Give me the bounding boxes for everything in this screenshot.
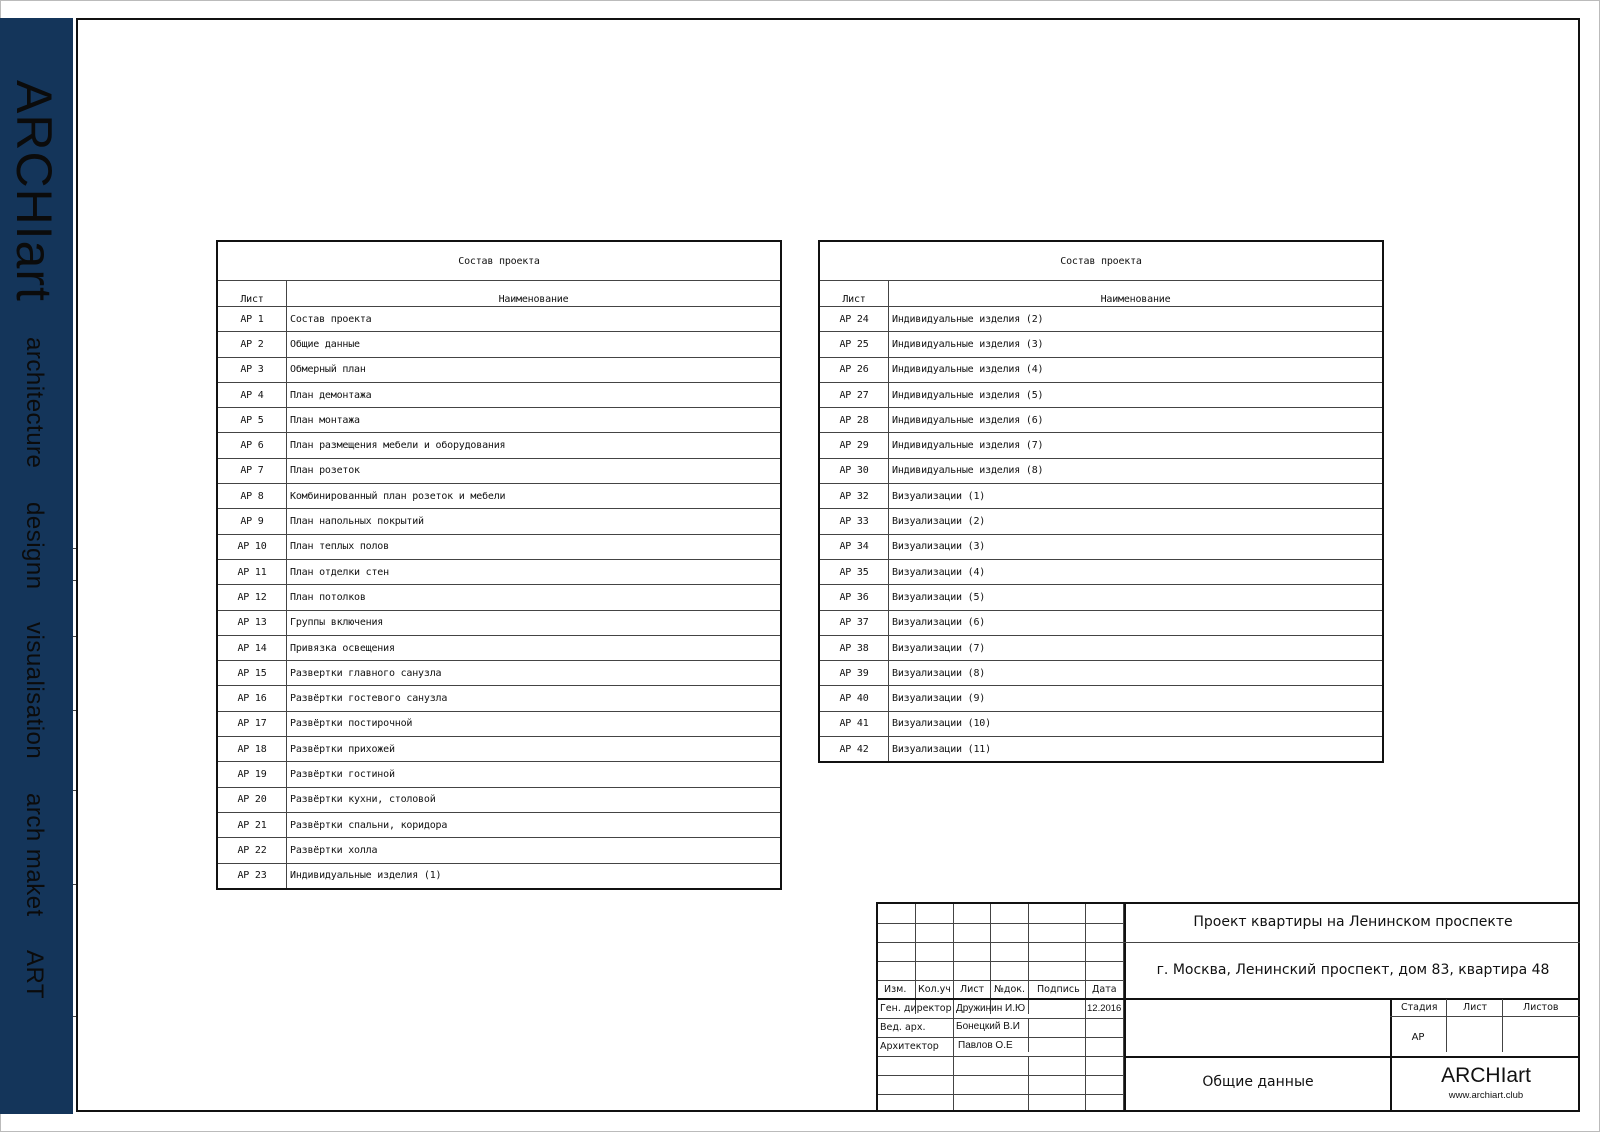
sheet-name: Индивидуальные изделия (3) [889,332,1384,357]
sheet-name: Индивидуальные изделия (5) [889,382,1384,407]
sheet-number: АР 5 [217,408,287,433]
sheet-name: Индивидуальные изделия (1) [287,863,782,889]
sheet-number: АР 6 [217,433,287,458]
company-logo: ARCHIart [1441,1064,1531,1087]
table-row [217,838,781,863]
sheet-name: План теплых полов [287,534,782,559]
sheet-number: АР 28 [819,408,889,433]
sheet-number: АР 34 [819,534,889,559]
sheet-number: АР 8 [217,484,287,509]
column-header-sheet: Лист [819,281,889,307]
grid-line [1446,999,1447,1052]
sheet-number: АР 26 [819,357,889,382]
sidebar-item: ART [21,949,48,999]
sheet-number: АР 27 [819,382,889,407]
sheet-number: АР 19 [217,762,287,787]
grid-line [878,961,1124,962]
col-header-date: Дата [1092,984,1117,995]
sheet-number: АР 4 [217,382,287,407]
sheet-number: АР 7 [217,458,287,483]
sheet-name: Визуализации (7) [889,635,1384,660]
sheet-number: АР 37 [819,610,889,635]
sheet-number: АР 30 [819,458,889,483]
table-row [217,382,781,407]
company-website: www.archiart.club [1448,1090,1524,1101]
sheet-number: АР 11 [217,559,287,584]
table-row [819,559,1383,584]
sheet-name: Визуализации (1) [889,484,1384,509]
table-row [819,737,1383,763]
sheet-name: Развёртки постирочной [287,711,782,736]
sheet-number: АР 9 [217,509,287,534]
sheet-name: Комбинированный план розеток и мебели [287,484,782,509]
sheet-name: План потолков [287,585,782,610]
role-label: Архитектор [880,1041,939,1052]
table-row [819,433,1383,458]
table-row [217,661,781,686]
sheet-number: АР 13 [217,610,287,635]
sheet-number: АР 18 [217,737,287,762]
table-row [217,408,781,433]
stage-value: АР [1411,1032,1425,1043]
sheet-name: Визуализации (2) [889,509,1384,534]
table-row [819,408,1383,433]
table-row [819,661,1383,686]
table-row [819,357,1383,382]
sheet-number: АР 17 [217,711,287,736]
table-row [217,585,781,610]
col-header-docnum: №док. [994,984,1026,995]
sheet-number: АР 14 [217,635,287,660]
table-row [217,762,781,787]
sheet-name: План демонтажа [287,382,782,407]
col-header-count: Кол.уч [918,984,951,995]
table-row [819,484,1383,509]
sheet-name: План розеток [287,458,782,483]
sheet-name: Визуализации (9) [889,686,1384,711]
sheet-name: Развёртки гостиной [287,762,782,787]
grid-line [1124,1056,1580,1058]
sheet-name: Обмерный план [287,357,782,382]
sheet-number: АР 36 [819,585,889,610]
sheet-number: АР 2 [217,332,287,357]
grid-line [878,998,1124,1000]
sheet-label: Лист [1463,1002,1488,1013]
sheet-name: Визуализации (8) [889,661,1384,686]
sheet-number: АР 1 [217,307,287,332]
sheet-number: АР 10 [217,534,287,559]
grid-line [1028,1018,1029,1052]
project-address: г. Москва, Ленинский проспект, дом 83, квартира 48 [1156,962,1550,978]
sidebar-text [5,80,63,1025]
sheet-number: АР 15 [217,661,287,686]
sheet-name: Индивидуальные изделия (8) [889,458,1384,483]
grid-line [878,1037,1124,1038]
person-name: Бонецкий В.И [956,1021,1020,1032]
table-row [819,382,1383,407]
sheet-number: АР 20 [217,787,287,812]
person-name: Дружинин И.Ю [956,1003,1026,1014]
grid-line [1028,1056,1029,1110]
table-row [819,332,1383,357]
sheets-count-label: Листов [1523,1002,1559,1013]
grid-line [1502,999,1503,1052]
table-row [819,307,1383,332]
table-row [217,458,781,483]
table-title: Состав проекта [217,241,781,281]
sheet-name: Визуализации (10) [889,711,1384,736]
sheet-number: АР 42 [819,737,889,763]
table-row [819,635,1383,660]
sheet-title: Общие данные [1202,1074,1314,1090]
sheet-number: АР 38 [819,635,889,660]
sheet-number: АР 29 [819,433,889,458]
sidebar-item: designn [21,501,48,590]
sheet-name: Состав проекта [287,307,782,332]
table-row [217,484,781,509]
table-title: Состав проекта [819,241,1383,281]
sheet-name: План отделки стен [287,559,782,584]
grid-line [878,1094,1124,1095]
sidebar-item: visualisation [21,622,48,760]
project-contents-table-2 [818,240,1384,763]
project-title: Проект квартиры на Ленинском проспекте [1193,914,1513,930]
sheet-number: АР 35 [819,559,889,584]
sheet-name: Развёртки спальни, коридора [287,812,782,837]
sidebar-item: architecture [21,337,48,469]
table-row [217,737,781,762]
grid-line [878,942,1124,943]
sheet-name: Развёртки гостевого санузла [287,686,782,711]
col-header-change: Изм. [884,984,907,995]
sheet-number: АР 33 [819,509,889,534]
sheet-number: АР 21 [217,812,287,837]
sidebar-brand: ARCHIart [6,80,62,302]
table-row [217,610,781,635]
table-row [217,711,781,736]
column-header-name: Наименование [287,281,782,307]
role-label: Вед. арх. [880,1022,926,1033]
sheet-name: Индивидуальные изделия (2) [889,307,1384,332]
sheet-number: АР 32 [819,484,889,509]
sheet-name: Привязка освещения [287,635,782,660]
table-row [217,433,781,458]
table-row [217,863,781,889]
table-row [819,686,1383,711]
sheet-name: Визуализации (11) [889,737,1384,763]
stage-label: Стадия [1401,1002,1438,1013]
sheet-name: План монтажа [287,408,782,433]
sheet-name: Визуализации (5) [889,585,1384,610]
grid-line [1390,1016,1580,1017]
sheet-name: Индивидуальные изделия (4) [889,357,1384,382]
sheet-name: План напольных покрытий [287,509,782,534]
table-row [819,509,1383,534]
grid-line [1124,942,1580,943]
table-row [819,534,1383,559]
table-row [819,585,1383,610]
table-row [217,307,781,332]
grid-line [953,904,954,1110]
table-row [217,635,781,660]
sheet-number: АР 23 [217,863,287,889]
table-row [217,559,781,584]
col-header-sheet: Лист [960,984,985,995]
sheet-name: Развёртки прихожей [287,737,782,762]
sheet-number: АР 25 [819,332,889,357]
sheet-number: АР 16 [217,686,287,711]
col-header-signature: Подпись [1037,984,1080,995]
person-name: Павлов О.Е [958,1040,1013,1051]
sheet-name: Развёртки кухни, столовой [287,787,782,812]
table-row [217,534,781,559]
sheet-name: Визуализации (6) [889,610,1384,635]
table-row [217,787,781,812]
sheet-name: План размещения мебели и оборудования [287,433,782,458]
table-row [819,711,1383,736]
grid-line [878,923,1124,924]
role-label: Ген. директор [880,1003,952,1014]
grid-line [878,1056,1124,1057]
project-contents-table-1 [216,240,782,890]
table-row [819,458,1383,483]
title-block [876,902,1580,1112]
sheet-number: АР 22 [217,838,287,863]
grid-line [1085,904,1086,1110]
sheet-name: Общие данные [287,332,782,357]
sheet-number: АР 40 [819,686,889,711]
table-row [217,332,781,357]
sheet-name: Развертки главного санузла [287,661,782,686]
sidebar-item: arch maket [21,792,48,917]
sheet-name: Индивидуальные изделия (7) [889,433,1384,458]
sheet-name: Индивидуальные изделия (6) [889,408,1384,433]
sheet-number: АР 24 [819,307,889,332]
column-header-name: Наименование [889,281,1384,307]
sheet-name: Визуализации (3) [889,534,1384,559]
grid-line [878,980,1124,981]
brand-sidebar [0,18,73,1114]
table-row [217,812,781,837]
column-header-sheet: Лист [217,281,287,307]
sheet-number: АР 12 [217,585,287,610]
sheet-name: Развёртки холла [287,838,782,863]
sheet-name: Группы включения [287,610,782,635]
grid-line [1124,998,1580,1000]
table-row [217,686,781,711]
grid-line [878,1075,1124,1076]
sheet-number: АР 39 [819,661,889,686]
table-row [217,357,781,382]
date-value: 12.2016 [1087,1003,1122,1014]
table-row [217,509,781,534]
table-row [819,610,1383,635]
sheet-number: АР 41 [819,711,889,736]
sheet-number: АР 3 [217,357,287,382]
grid-line [878,1018,1124,1019]
sheet-name: Визуализации (4) [889,559,1384,584]
